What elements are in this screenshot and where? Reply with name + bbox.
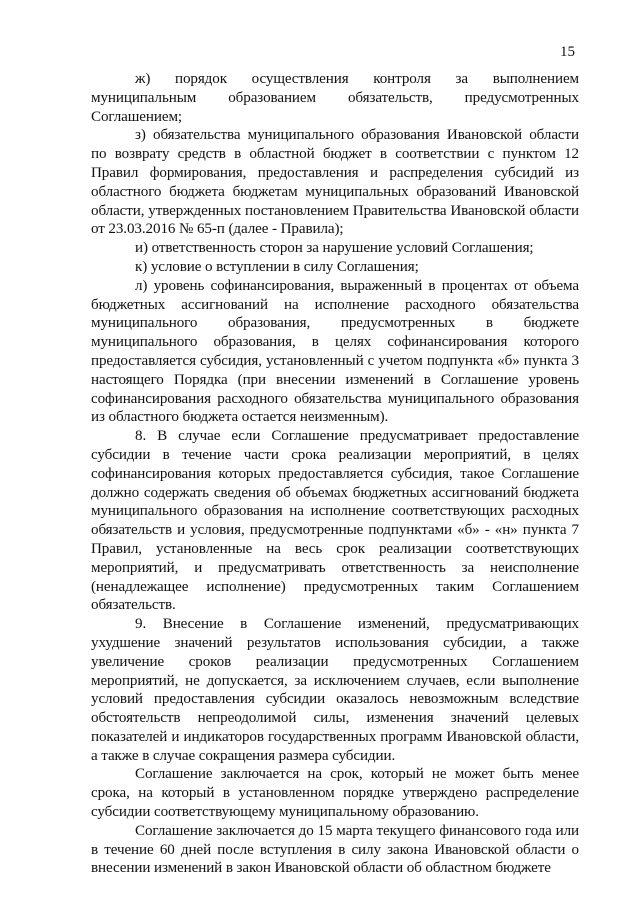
paragraph-item-k: к) условие о вступлении в силу Соглашения; [135, 258, 419, 275]
paragraph-item-l: л) уровень софинансирования, выраженный в процентах от объема бюджетных ассигнований на исполнение расходного обязательства муниципального образования, предусмотренных в бюджете муниципального образования, в целях софинансирования которого предоставляется субсидия, установленный с учетом подпункта «б» пункта 3 настоящего Порядка (при внесении изменений в Соглашение уровень софинансирования расходного обязательства муниципального образования из областного бюджета остается неизменным). [91, 277, 579, 426]
page-number: 15 [560, 44, 575, 60]
document-body [91, 70, 579, 878]
paragraph-item-z: з) обязательства муниципального образования Ивановской области по возврату средств в областной бюджет в соответствии с пунктом 12 Правил формирования, предоставления и распределения субсидий из областного бюджета бюджетам муниципальных образований Ивановской области, утвержденных постановлением Правительства Ивановской области от 23.03.2016 № 65-п (далее - Правила); [91, 127, 579, 238]
paragraph-item-zh: ж) порядок осуществления контроля за выполнением муниципальным образованием обязательств, предусмотренных Соглашением; [91, 71, 579, 125]
paragraph-agreement-term: Соглашение заключается на срок, который не может быть менее срока, на который в установленном порядке утверждено распределение субсидии соответствующему муниципальному образованию. [91, 766, 579, 821]
paragraph-clause-9: 9. Внесение в Соглашение изменений, предусматривающих ухудшение значений результатов использования субсидии, а также увеличение сроков реализации предусмотренных Соглашением мероприятий, не допускается, за исключением случаев, если выполнение условий предоставления субсидии оказалось невозможным вследствие обстоятельств непреодолимой силы, изменения значений целевых показателей и индикаторов государственных программ Ивановской области, а также в случае сокращения размера субсидии. [91, 616, 579, 764]
paragraph-agreement-deadline: Соглашение заключается до 15 марта текущего финансового года или в течение 60 дней после вступления в силу закона Ивановской области о внесении изменений в закон Ивановской области об областном бюджете [91, 822, 579, 877]
paragraph-item-i: и) ответственность сторон за нарушение условий Соглашения; [135, 240, 534, 257]
paragraph-clause-8: 8. В случае если Соглашение предусматривает предоставление субсидии в течение части срока реализации мероприятий, в целях софинансирования которых предоставляется субсидия, такое Соглашение должно содержать сведения об объемах бюджетных ассигнований бюджета муниципального образования на исполнение соответствующих расходных обязательств и условия, предусмотренные подпунктами «б» - «н» пункта 7 Правил, установленные на весь срок реализации соответствующих мероприятий, и предусматривать ответственность за неисполнение (ненадлежащее исполнение) предусмотренных таким Соглашением обязательств. [91, 428, 579, 614]
